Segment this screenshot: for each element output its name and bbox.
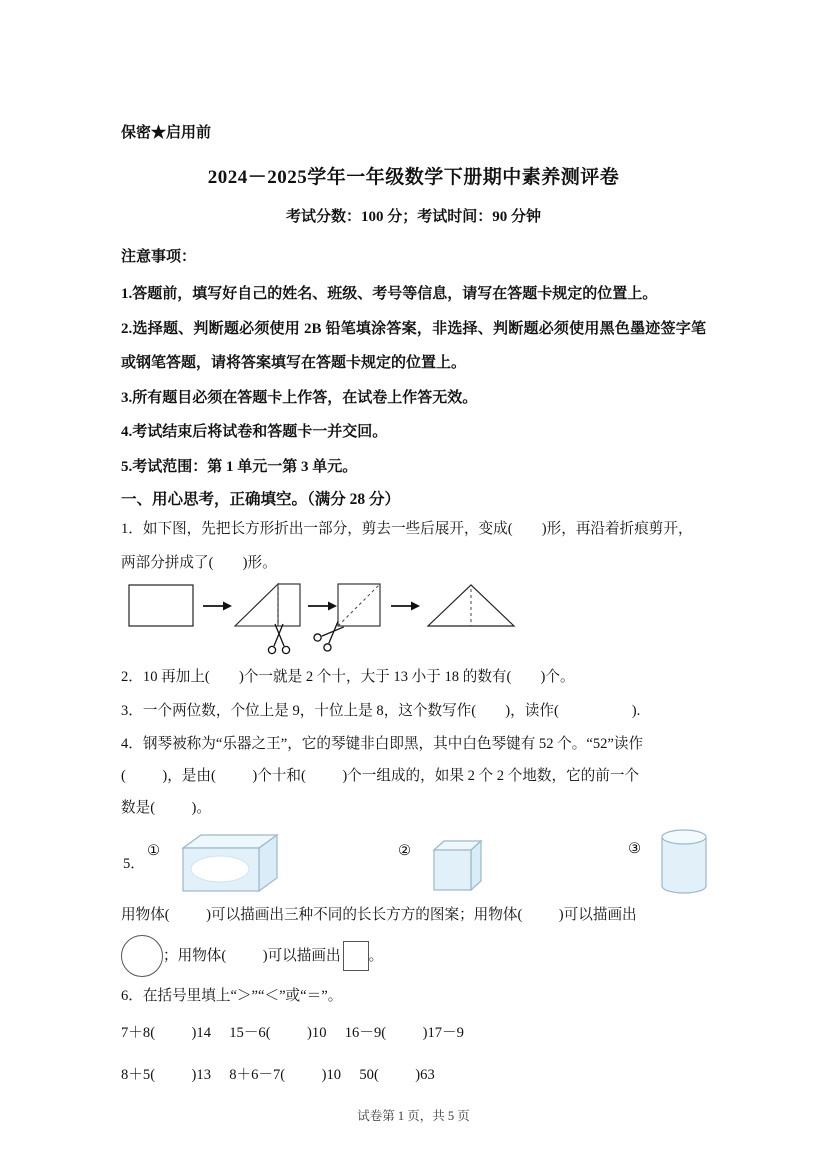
arrow-right-icon xyxy=(308,602,337,611)
question4-line1: 4．钢琴被称为“乐器之王”，它的琴键非白即黑，其中白色琴键有 52 个。“52”读作 xyxy=(121,736,644,752)
question5-text2-mid: ；用物体( )可以描画出 xyxy=(163,948,341,964)
circled-1-label: ① xyxy=(147,842,161,859)
page-title: 2024－2025学年一年级数学下册期中素养测评卷 xyxy=(207,167,620,188)
question4-line3: 数是( )。 xyxy=(121,800,211,816)
circled-2-label: ② xyxy=(398,842,412,859)
question6-stem: 6．在括号里填上“＞”“＜”或“＝”。 xyxy=(121,988,343,1004)
fold-and-cut-figure xyxy=(123,580,518,660)
cuboid-shape xyxy=(177,828,281,894)
question4-line2: ( )，是由( )个十和( )个一组成的，如果 2 个 2 个地数，它的前一个 xyxy=(121,768,640,784)
notice-item-5: 5.考试范围：第 1 单元一第 3 单元。 xyxy=(121,458,358,475)
scissors-icon xyxy=(268,624,289,654)
notice-item-4: 4.考试结束后将试卷和答题卡一并交回。 xyxy=(121,424,388,440)
square-dashed-cut-shape xyxy=(338,584,380,626)
square-box-shape xyxy=(343,941,369,971)
question5-objects-row xyxy=(121,826,706,898)
question1-line1: 1．如下图，先把长方形折出一部分，剪去一些后展开，变成( )形，再沿着折痕剪开， xyxy=(121,521,693,537)
page-footer: 试卷第 1 页，共 5 页 xyxy=(357,1109,470,1123)
notice-item-1: 1.答题前，填写好自己的姓名、班级、考号等信息，请写在答题卡规定的位置上。 xyxy=(121,286,658,302)
circle-shape xyxy=(121,935,163,977)
question6-row2: 8＋5( )13 8＋6－7( )10 50( )63 xyxy=(121,1067,435,1083)
question2: 2．10 再加上( )个一就是 2 个十，大于 13 小于 18 的数有( )个。 xyxy=(121,669,575,685)
triangle-shape xyxy=(428,585,514,626)
exam-info: 考试分数：100 分；考试时间：90 分钟 xyxy=(285,209,541,225)
folded-paper-shape xyxy=(235,584,300,626)
security-label: 保密★启用前 xyxy=(121,125,212,141)
notice-item-3: 3.所有题目必须在答题卡上作答，在试卷上作答无效。 xyxy=(121,389,478,406)
rectangle-shape xyxy=(129,585,193,626)
cylinder-shape xyxy=(659,826,711,896)
cube-shape xyxy=(429,836,487,892)
circled-3-label: ③ xyxy=(628,840,642,857)
arrow-right-icon xyxy=(203,602,232,611)
question5-text1: 用物体( )可以描画出三种不同的长长方方的图案；用物体( )可以描画出 xyxy=(121,907,637,923)
section1-heading: 一、用心思考，正确填空。（满分 28 分） xyxy=(121,491,401,508)
question5-label: 5． xyxy=(123,856,145,872)
question1-line2: 两部分拼成了( )形。 xyxy=(121,555,277,571)
notice-list xyxy=(121,277,706,484)
question6-row1: 7＋8( )14 15－6( )10 16－9( )17－9 xyxy=(121,1025,464,1041)
notice-item-2: 2.选择题、判断题必须使用 2B 铅笔填涂答案，非选择、判断题必须使用黑色墨迹签字笔或钢笔答题，请将答案填写在答题卡规定的位置上。 xyxy=(121,320,706,371)
question3: 3．一个两位数，个位上是 9，十位上是 8，这个数写作( )，读作( ). xyxy=(121,703,641,719)
question5-text2 xyxy=(121,932,706,980)
arrow-right-icon xyxy=(391,602,420,611)
notice-heading: 注意事项： xyxy=(121,249,197,265)
question5-text2-end: 。 xyxy=(368,948,384,964)
